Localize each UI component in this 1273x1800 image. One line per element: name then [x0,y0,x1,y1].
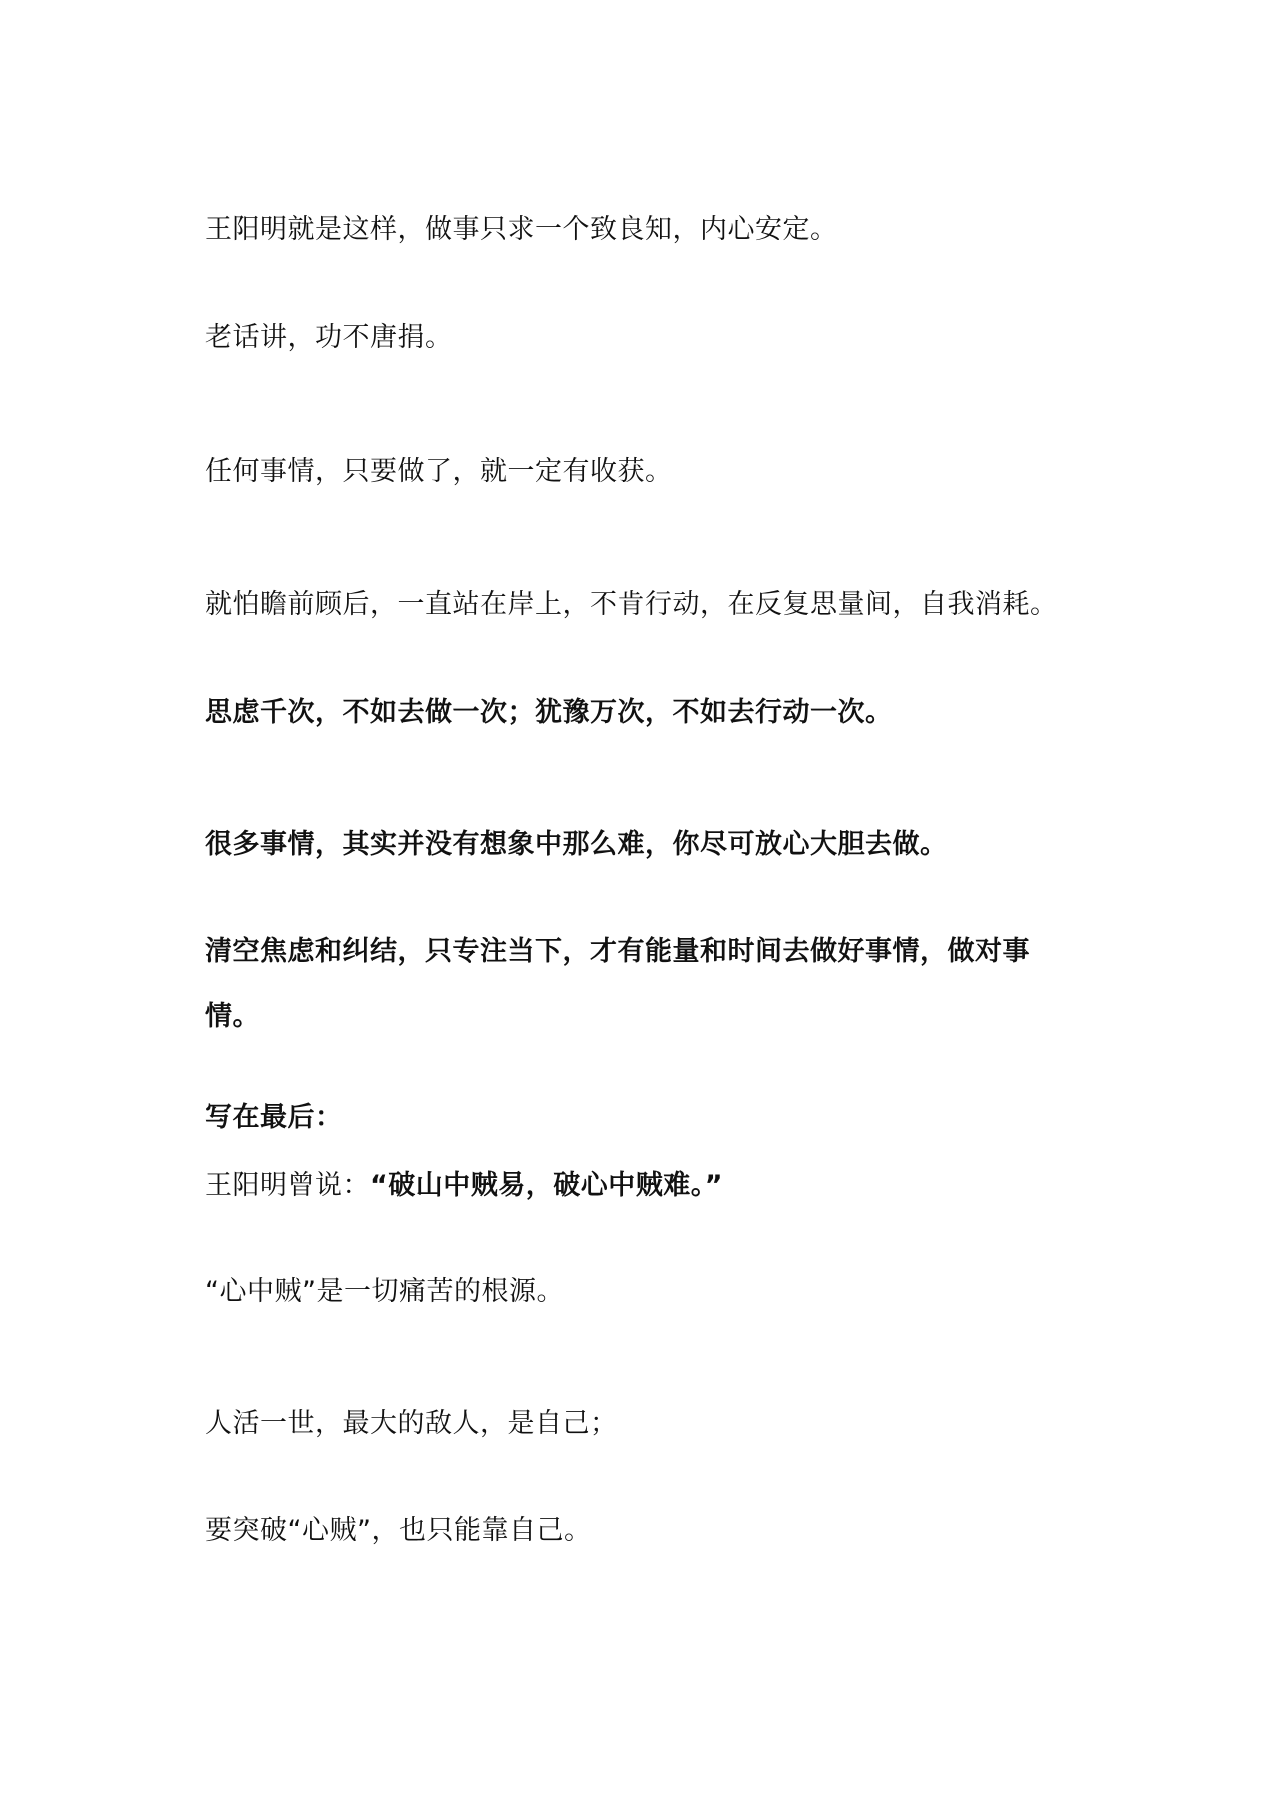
paragraph-7-line-1: 清空焦虑和纠结，只专注当下，才有能量和时间去做好事情，做对事 [205,936,1030,967]
quote-intro: 王阳明曾说： [205,1170,370,1201]
paragraph-9: “心中贼”是一切痛苦的根源。 [205,1276,564,1307]
paragraph-4: 就怕瞻前顾后，一直站在岸上，不肯行动，在反复思量间，自我消耗。 [205,589,1058,620]
paragraph-8 [205,1168,723,1204]
section-heading: 写在最后： [205,1102,343,1133]
paragraph-10: 人活一世，最大的敌人，是自己； [205,1408,618,1439]
quote-text: “破山中贼易，破心中贼难。” [370,1170,723,1201]
paragraph-6-emphasis: 很多事情，其实并没有想象中那么难，你尽可放心大胆去做。 [205,829,948,860]
paragraph-5-emphasis: 思虑千次，不如去做一次；犹豫万次，不如去行动一次。 [205,697,893,728]
paragraph-7-line-2: 情。 [205,1001,260,1032]
paragraph-2: 老话讲，功不唐捐。 [205,322,453,353]
paragraph-11: 要突破“心贼”，也只能靠自己。 [205,1515,592,1546]
paragraph-3: 任何事情，只要做了，就一定有收获。 [205,456,673,487]
paragraph-1: 王阳明就是这样，做事只求一个致良知，内心安定。 [205,214,838,245]
